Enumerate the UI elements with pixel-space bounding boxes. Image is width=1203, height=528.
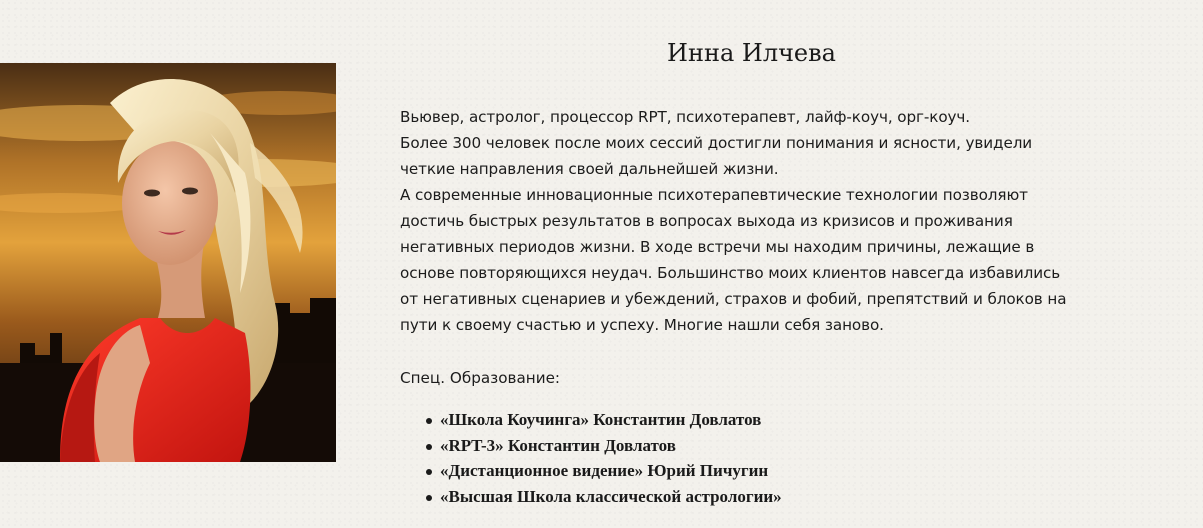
- profile-name: Инна Илчева: [667, 39, 836, 67]
- bio-line: от негативных сценариев и убеждений, страхов и фобий, препятствий и блоков на: [400, 290, 1067, 308]
- profile-photo: [0, 63, 336, 462]
- bio-line: Более 300 человек после моих сессий достигли понимания и ясности, увидели: [400, 134, 1033, 152]
- education-item: «RPT-3» Константин Довлатов: [400, 433, 782, 459]
- bio-line: четкие направления своей дальнейшей жизни.: [400, 160, 779, 178]
- bio-line: Вьювер, астролог, процессор RPT, психотерапевт, лайф-коуч, орг-коуч.: [400, 108, 971, 126]
- bio-line: А современные инновационные психотерапевтические технологии позволяют: [400, 186, 1028, 204]
- bio-line: достичь быстрых результатов в вопросах выхода из кризисов и проживания: [400, 212, 1013, 230]
- bio-line: основе повторяющихся неудач. Большинство моих клиентов навсегда избавились: [400, 264, 1061, 282]
- bio-line: негативных периодов жизни. В ходе встречи мы находим причины, лежащие в: [400, 238, 1035, 256]
- bio-line: пути к своему счастью и успеху. Многие нашли себя заново.: [400, 316, 884, 334]
- education-item: «Школа Коучинга» Константин Довлатов: [400, 407, 782, 433]
- education-item: «Дистанционное видение» Юрий Пичугин: [400, 458, 782, 484]
- education-list: [400, 407, 782, 509]
- education-item: «Высшая Школа классической астрологии»: [400, 484, 782, 510]
- profile-bio: [400, 104, 1200, 338]
- education-title: Спец. Образование:: [400, 369, 561, 387]
